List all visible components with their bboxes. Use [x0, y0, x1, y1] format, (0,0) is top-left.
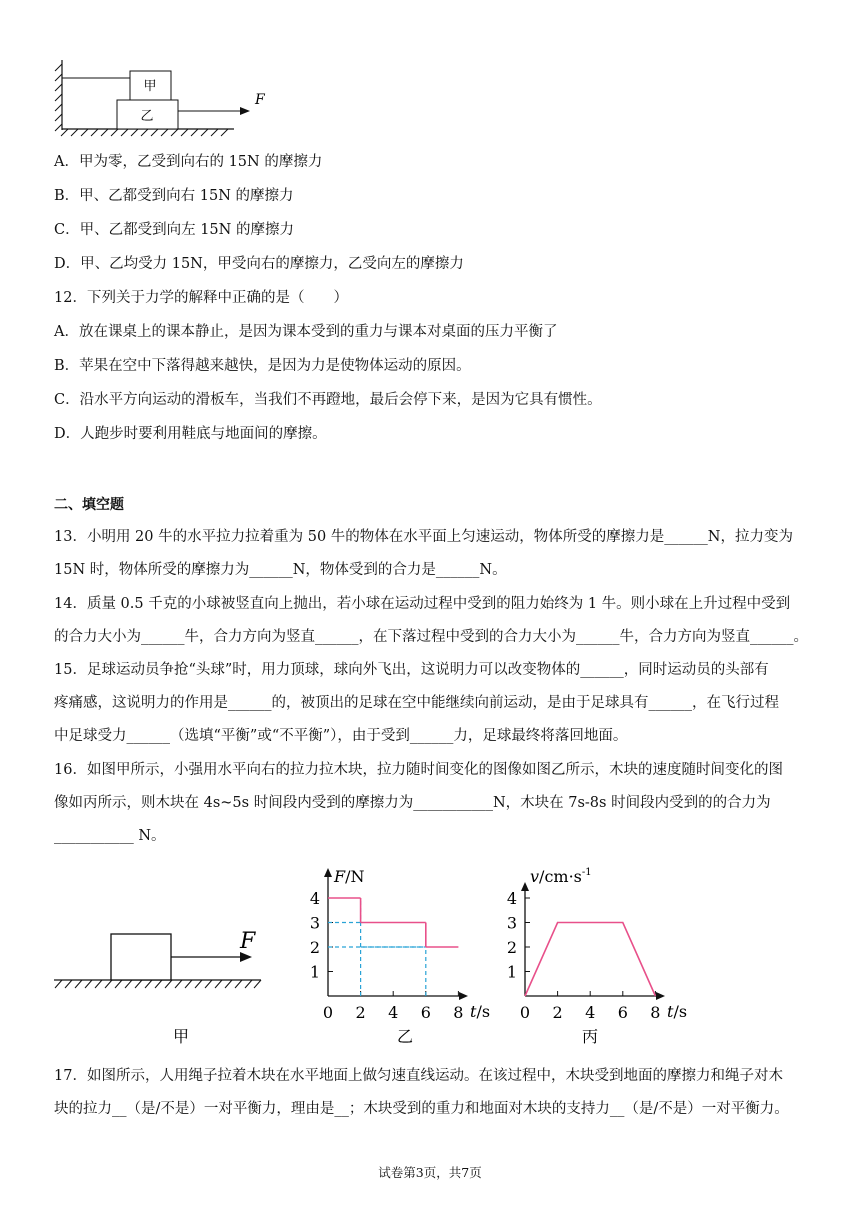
chart-b-xtick-label: 8: [453, 1003, 464, 1022]
force-label: F: [240, 929, 256, 954]
block-jia-label: 甲: [143, 79, 157, 94]
chart-velocity-time: [497, 862, 702, 1052]
q14-line-2: 的合力大小为______牛，合力方向为竖直______，在下落过程中受到的合力大小为______牛，合力方向为竖直______。: [54, 629, 808, 645]
section-title: 二、填空题: [54, 497, 124, 513]
chart-b-ylabel: F/N: [334, 867, 365, 886]
chart-c-xlabel: t/s: [667, 1002, 688, 1021]
caption-yi: 乙: [396, 1027, 414, 1046]
chart-force-time: [300, 862, 505, 1052]
chart-b-ytick-label: 2: [309, 938, 320, 957]
q15-line-2: 疼痛感，这说明力的作用是______的，被顶出的足球在空中能继续向前运动，是由于足球具有______，在飞行过程: [54, 695, 779, 711]
caption-bing: 丙: [581, 1027, 599, 1046]
chart-c-xtick-label: 6: [617, 1003, 628, 1022]
q16-line-1: 16．如图甲所示，小强用水平向右的拉力拉木块，拉力随时间变化的图像如图乙所示，木块的速度随时间变化的图: [54, 762, 783, 778]
arrow-icon: [240, 107, 250, 115]
page-footer: 试卷第3页，共7页: [378, 1165, 482, 1180]
chart-b-ytick-label: 1: [309, 962, 320, 982]
chart-b-xlabel: t/s: [470, 1002, 491, 1021]
chart-b-ytick-label: 3: [309, 913, 320, 933]
q11-option-a: A．甲为零，乙受到向右的 15N 的摩擦力: [54, 154, 323, 170]
chart-c-ytick-label: 2: [506, 938, 517, 957]
q13-line-2: 15N 时，物体所受的摩擦力为______N，物体受到的合力是______N。: [54, 562, 507, 578]
chart-c-ytick-label: 4: [506, 889, 517, 908]
force-label: F: [255, 92, 265, 108]
q12-option-d: D．人跑步时要利用鞋底与地面间的摩擦。: [54, 426, 327, 442]
q13-line-1: 13．小明用 20 牛的水平拉力拉着重为 50 牛的物体在水平面上匀速运动，物体所受的摩擦力是______N，拉力变为: [54, 529, 793, 545]
chart-c-ylabel: $v/cm\cdot s^{-1}$: [530, 867, 592, 886]
q11-option-b: B．甲、乙都受到向右 15N 的摩擦力: [54, 188, 294, 204]
q15-line-1: 15．足球运动员争抢“头球”时，用力顶球，球向外飞出，这说明力可以改变物体的______，同时运动员的头部有: [54, 662, 769, 678]
q12-option-b: B．苹果在空中下落得越来越快，是因为力是使物体运动的原因。: [54, 358, 471, 374]
chart-c-xtick-label: 4: [585, 1003, 596, 1022]
chart-c-series-line: [525, 923, 655, 997]
block-yi-label: 乙: [140, 109, 154, 124]
q12-option-a: A．放在课桌上的课本静止，是因为课本受到的重力与课本对桌面的压力平衡了: [54, 324, 558, 340]
q12-option-c: C．沿水平方向运动的滑板车，当我们不再蹬地，最后会停下来，是因为它具有惯性。: [54, 392, 602, 408]
chart-c-xtick-label: 2: [552, 1003, 563, 1022]
q17-line-2: 块的拉力__（是/不是）一对平衡力，理由是__；木块受到的重力和地面对木块的支持力__（是/不是）一对平衡力。: [54, 1101, 789, 1117]
q17-line-1: 17．如图所示，人用绳子拉着木块在水平地面上做匀速直线运动。在该过程中，木块受到地面的摩擦力和绳子对木: [54, 1068, 783, 1084]
chart-b-xtick-label: 0: [322, 1003, 334, 1022]
wood-block: [111, 934, 171, 980]
caption-jia: 甲: [172, 1027, 190, 1046]
q11-option-c: C．甲、乙都受到向左 15N 的摩擦力: [54, 222, 294, 238]
q16-line-2: 像如丙所示，则木块在 4s~5s 时间段内受到的摩擦力为___________N，木块在 7s-8s 时间段内受到的的合力为: [54, 795, 771, 811]
chart-c-xtick-label: 8: [650, 1003, 661, 1022]
q15-line-3: 中足球受力______（选填“平衡”或“不平衡”），由于受到______力，足球最终将落回地面。: [54, 728, 628, 744]
chart-b-xtick-label: 6: [420, 1003, 431, 1022]
q16-line-3: ___________ N。: [54, 828, 166, 844]
q12-stem: 12．下列关于力学的解释中正确的是（ ）: [54, 290, 348, 306]
chart-c-ytick-label: 1: [506, 962, 517, 982]
q14-line-1: 14．质量 0.5 千克的小球被竖直向上抛出，若小球在运动过程中受到的阻力始终为 1 牛。则小球在上升过程中受到: [54, 596, 791, 612]
chart-b-xtick-label: 4: [388, 1003, 399, 1022]
q11-option-d: D．甲、乙均受力 15N，甲受向右的摩擦力，乙受向左的摩擦力: [54, 256, 464, 272]
friction-figure: [54, 58, 274, 140]
figure-jia: [54, 920, 269, 1050]
chart-b-ytick-label: 4: [309, 889, 320, 908]
chart-c-ytick-label: 3: [506, 913, 517, 933]
chart-b-xtick-label: 2: [355, 1003, 366, 1022]
chart-c-xtick-label: 0: [519, 1003, 531, 1022]
